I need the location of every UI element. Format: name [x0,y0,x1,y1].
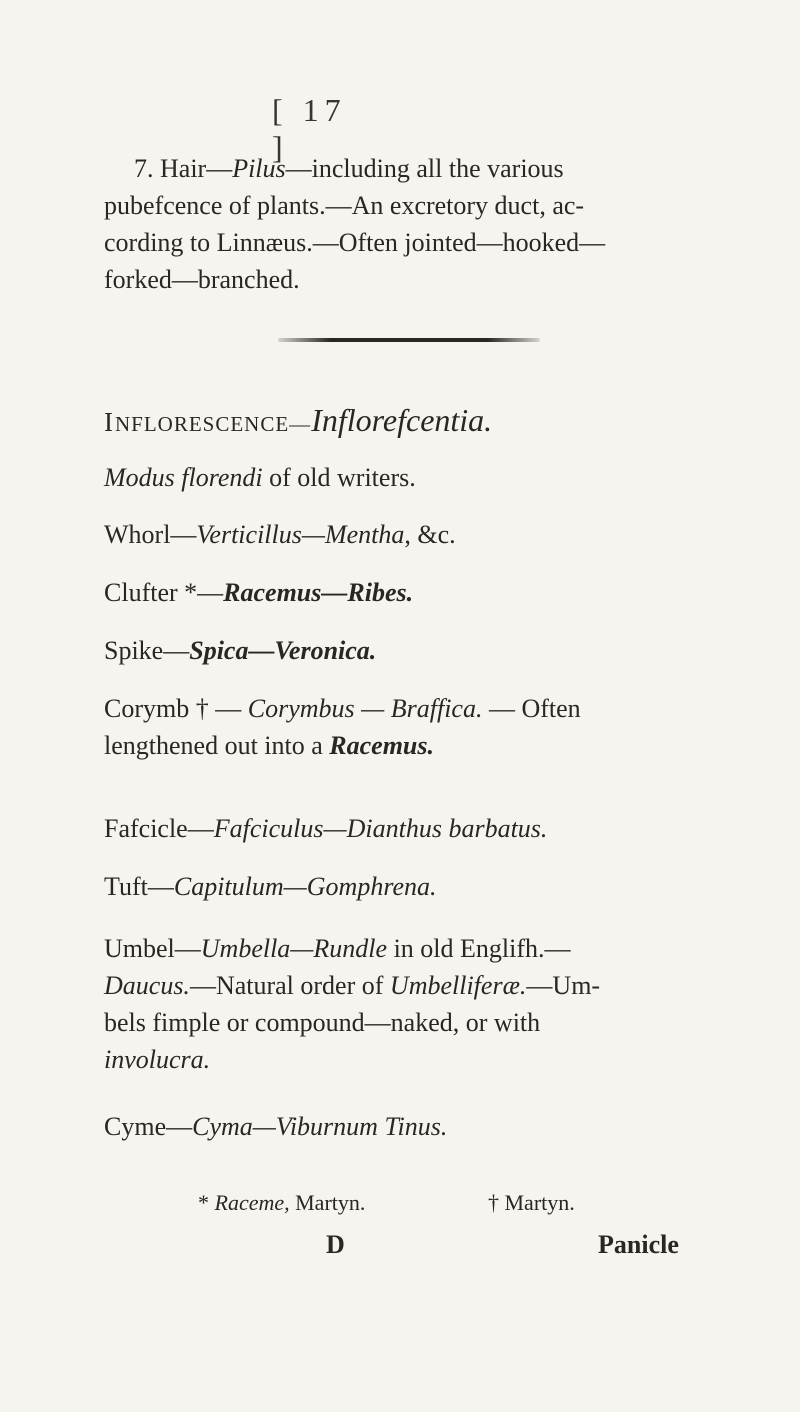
entry-cluster: Clufter *—Racemus—Ribes. [104,578,414,607]
umbel-line-4: involucra. [104,1045,211,1074]
catchword: Panicle [598,1230,679,1259]
corymb-line-2: lengthened out into a Racemus. [104,731,435,760]
hair-line-1: 7. Hair—Pilus—including all the various [134,154,564,183]
corymb-line-1: Corymb † — Corymbus — Braffica. — Often [104,694,581,723]
umbel-line-3: bels fimple or compound—naked, or with [104,1008,541,1037]
signature-mark: D [326,1230,345,1259]
entry-spike: Spike—Spica—Veronica. [104,636,377,665]
page-number: [ 17 ] [272,92,347,165]
entry-modus: Modus florendi of old writers. [104,463,416,492]
hair-line-2: pubefcence of plants.—An excretory duct, ac- [104,191,585,220]
entry-whorl: Whorl—Verticillus—Mentha, &c. [104,520,456,549]
footnote-raceme: * Raceme, Martyn. [198,1190,366,1215]
entry-cyme: Cyme—Cyma—Viburnum Tinus. [104,1112,448,1141]
section-heading: INFLORESCENCE—Inflorefcentia. [104,402,493,438]
hair-paragraph [104,150,694,298]
section-divider [278,338,540,342]
footnote-martyn: † Martyn. [488,1190,575,1215]
entry-tuft: Tuft—Capitulum—Gomphrena. [104,872,437,901]
entry-umbel [104,930,600,1078]
umbel-line-1: Umbel—Umbella—Rundle in old Englifh.— [104,934,571,963]
hair-line-4: forked—branched. [104,265,300,294]
umbel-line-2: Daucus.—Natural order of Umbelliferæ.—Um- [104,971,601,1000]
entry-fascicle: Fafcicle—Fafciculus—Dianthus barbatus. [104,814,548,843]
entry-corymb [104,694,581,761]
hair-line-3: cording to Linnæus.—Often jointed—hooked— [104,228,606,257]
